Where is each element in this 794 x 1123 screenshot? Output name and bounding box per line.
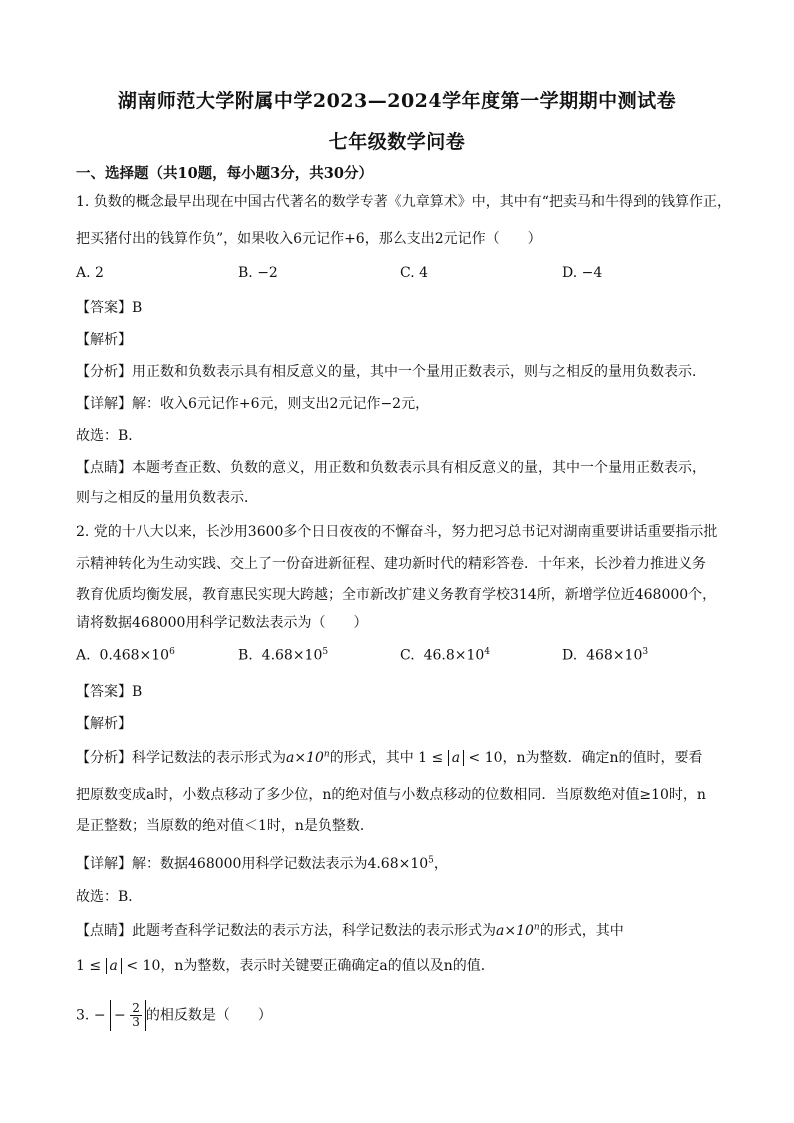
abs-fraction: − $\frac{2}{3}$ (110, 1000, 146, 1031)
q1-dianjing-line1: 【点睛】本题考查正数、负数的意义，用正数和负数表示具有相反意义的量，其中一个量用正数表示， (76, 460, 706, 476)
q1-line2-c: ，那么支出2元记作（ ） (364, 231, 542, 247)
q1-option-d: D. −4 (562, 265, 603, 281)
q1-option-c: C. 4 (400, 265, 429, 281)
q1-option-b: B. −2 (238, 265, 278, 281)
abs-value-a: a (106, 958, 122, 974)
fraction-two-thirds: $\frac{2}{3}$ (132, 1001, 140, 1029)
q2-line3: 教育优质均衡发展，教育惠民实现大跨越；全市新改扩建义务教育学校314所，新增学位近468000个， (76, 587, 717, 603)
q2-guxuan: 故选：B． (76, 889, 143, 905)
q1-fenxi: 【分析】用正数和负数表示具有相反意义的量，其中一个量用正数表示，则与之相反的量用负数表示． (76, 364, 706, 380)
q2-option-d: D. $468\times 10^3$ (562, 647, 649, 664)
q1-analysis-label: 【解析】 (76, 332, 132, 348)
q1-line2 (76, 228, 542, 248)
q2-answer: 【答案】B (76, 684, 143, 700)
q2-option-c: C. $46.8\times 10^4$ (400, 647, 491, 664)
q2-option-b: B. $4.68\times 10^5$ (238, 647, 329, 664)
q2-analysis-label: 【解析】 (76, 716, 132, 732)
abs-value-a: a (448, 750, 464, 766)
q2-option-a: A. $0.468\times 10^6$ (76, 647, 175, 664)
q1-plus6: +6 (344, 231, 365, 247)
q2-fenxi-line2: 把原数变成a时，小数点移动了多少位，n的绝对值与小数点移动的位数相同．当原数绝对值≥10时，n (76, 787, 706, 803)
section-heading: 一、选择题（共10题，每小题3分，共30分） (76, 165, 373, 182)
q1-line1: 1. 负数的概念最早出现在中国古代著名的数学专著《九章算术》中，其中有“把卖马和牛得到的钱算作正， (76, 194, 731, 210)
q2-line2: 示精神转化为生动实践、交上了一份奋进新征程、建功新时代的精彩答卷．十年来，长沙着力推进义务 (76, 556, 706, 572)
q2-fenxi-line1: 【分析】科学记数法的表示形式为$a\times 10^n$的形式，其中 1 ≤ a < 10，n为整数．确定n的值时，要看 (76, 749, 703, 766)
q1-xiangjie: 【详解】解：收入6元记作+6元，则支出2元记作−2元， (76, 396, 430, 412)
q2-line4: 请将数据468000用科学记数法表示为（ ） (76, 615, 368, 631)
page-title: 湖南师范大学附属中学2023—2024学年度第一学期期中测试卷 (117, 90, 677, 112)
q1-dianjing-line2: 则与之相反的量用负数表示． (76, 490, 258, 506)
q1-line2-a: 把买猪付出的钱算作负”，如果收入6元记作 (76, 231, 345, 247)
q1-answer: 【答案】B (76, 300, 143, 316)
q2-fenxi-line3: 是正整数；当原数的绝对值＜1时，n是负整数． (76, 818, 374, 834)
q1-guxuan: 故选：B． (76, 428, 143, 444)
q2-dianjing-line2: 1 ≤ a < 10，n为整数，表示时关键要正确确定a的值以及n的值． (76, 958, 495, 974)
q2-xiangjie: 【详解】解：数据468000用科学记数法表示为$4.68\times 10^5$， (76, 855, 448, 872)
q3-line1: 3. − − $\frac{2}{3}$ 的相反数是（ ） (76, 1001, 272, 1029)
page-subtitle: 七年级数学问卷 (328, 131, 466, 153)
q2-line1: 2. 党的十八大以来，长沙用3600多个日日夜夜的不懈奋斗，努力把习总书记对湖南重要讲话重要指示批 (76, 524, 718, 540)
q1-option-a: A. 2 (76, 265, 104, 281)
q2-dianjing-line1: 【点睛】此题考查科学记数法的表示方法，科学记数法的表示形式为$a\times 10^n$的形式，其中 (76, 922, 624, 939)
